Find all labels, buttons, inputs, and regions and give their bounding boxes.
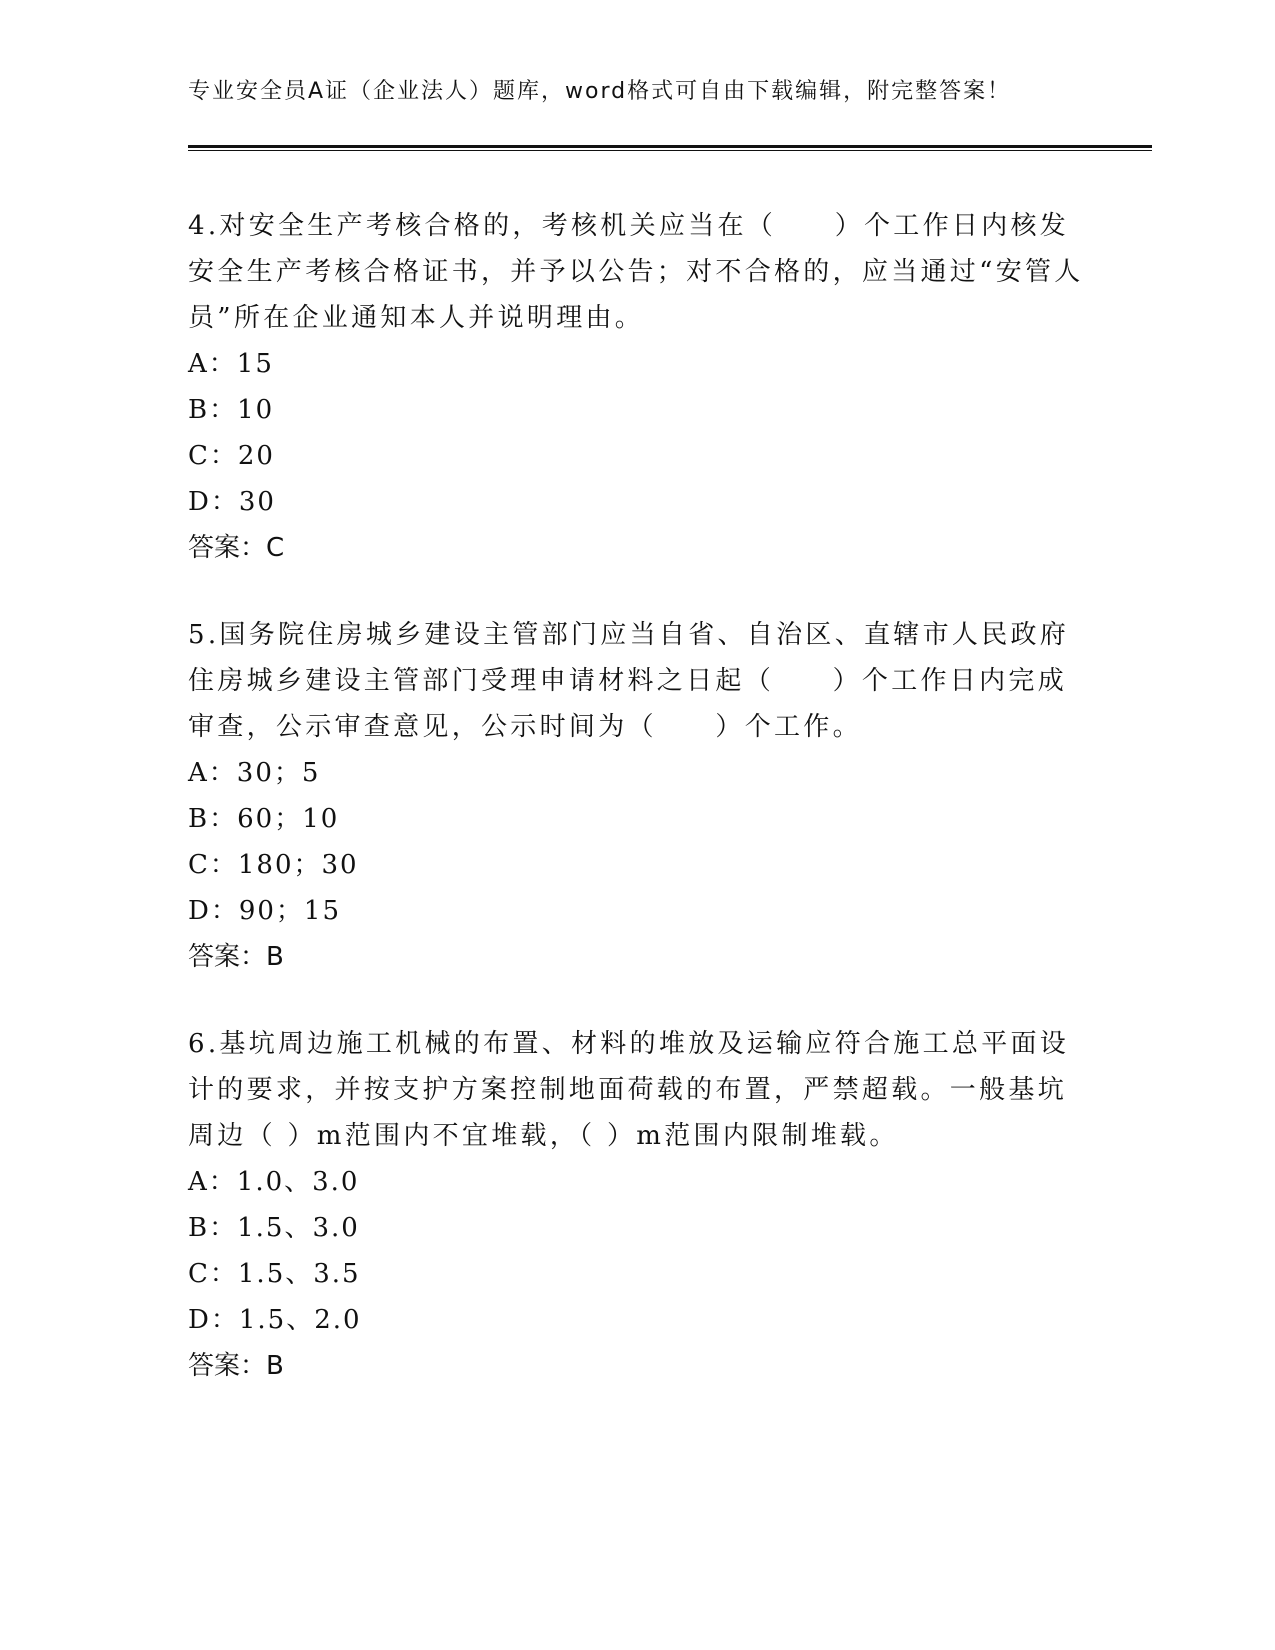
page-header: 专业安全员A证（企业法人）题库，word格式可自由下载编辑，附完整答案！ <box>188 79 1012 104</box>
question-stem: 4.对安全生产考核合格的，考核机关应当在（ ）个工作日内核发安全生产考核合格证书，并予以公告；对不合格的，应当通过“安管人员”所在企业通知本人并说明理由。 <box>188 211 1084 333</box>
question-block <box>188 203 1088 571</box>
option-b: B：10 <box>188 395 275 425</box>
header-divider-thick <box>188 145 1152 148</box>
question-block <box>188 612 1088 980</box>
option-b: B：60；10 <box>188 804 340 834</box>
answer-line: 答案：C <box>188 533 285 563</box>
answer-line: 答案：B <box>188 1351 284 1381</box>
option-d: D：30 <box>188 487 276 517</box>
option-a: A：1.0、3.0 <box>188 1167 360 1197</box>
option-d: D：90；15 <box>188 896 342 926</box>
option-b: B：1.5、3.0 <box>188 1213 360 1243</box>
question-stem: 5.国务院住房城乡建设主管部门应当自省、自治区、直辖市人民政府住房城乡建设主管部门受理申请材料之日起（ ）个工作日内完成审查，公示审查意见，公示时间为（ ）个工作。 <box>188 620 1070 742</box>
option-c: C：180；30 <box>188 850 359 880</box>
question-stem: 6.基坑周边施工机械的布置、材料的堆放及运输应符合施工总平面设计的要求，并按支护方案控制地面荷载的布置，严禁超载。一般基坑周边（ ）m范围内不宜堆载，（ ）m范围内限制堆载。 <box>188 1029 1070 1151</box>
option-a: A：15 <box>188 349 274 379</box>
header-divider-thin <box>188 150 1152 151</box>
option-c: C：20 <box>188 441 275 471</box>
option-c: C：1.5、3.5 <box>188 1259 361 1289</box>
answer-line: 答案：B <box>188 942 284 972</box>
question-block <box>188 1021 1088 1389</box>
option-d: D：1.5、2.0 <box>188 1305 362 1335</box>
option-a: A：30；5 <box>188 758 321 788</box>
